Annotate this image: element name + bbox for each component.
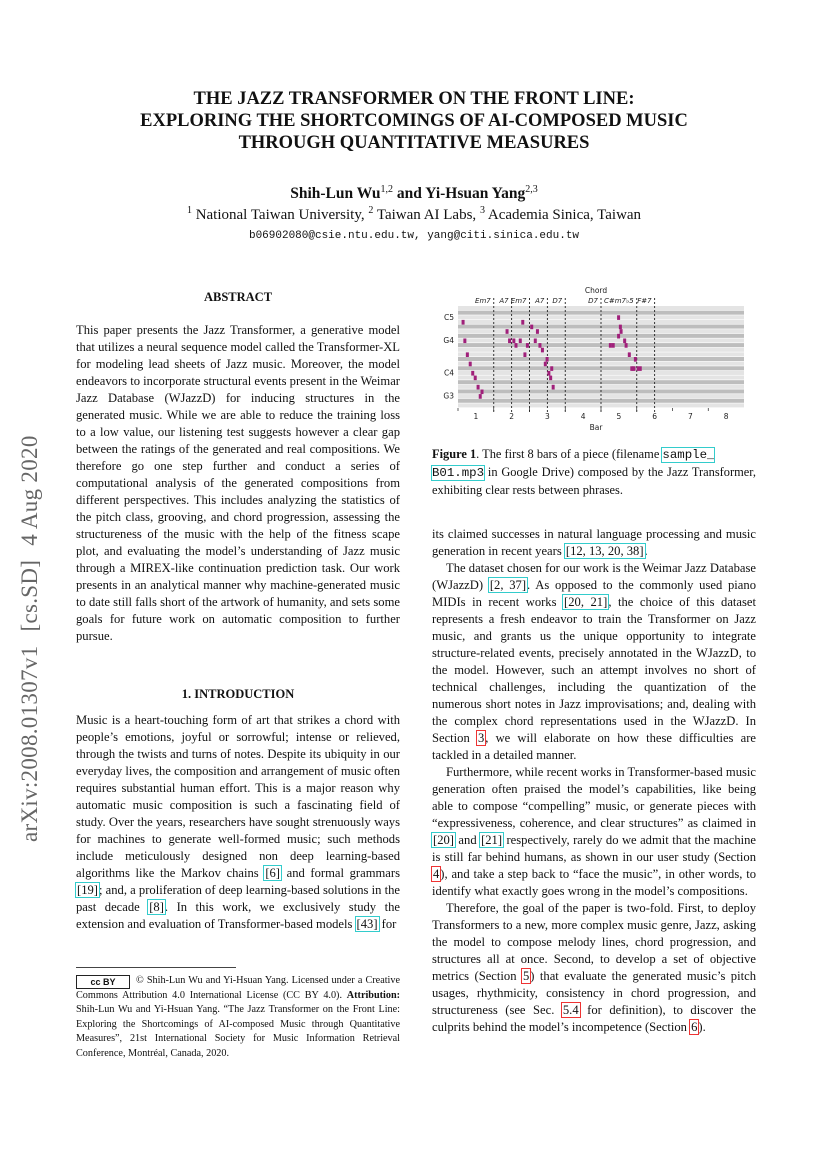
figure-1-pianoroll bbox=[428, 284, 758, 434]
affiliations bbox=[80, 205, 748, 224]
caption-label: Figure 1 bbox=[432, 447, 477, 461]
citation-link[interactable]: [20, 21] bbox=[564, 595, 608, 609]
chord-label: D7 bbox=[588, 297, 598, 305]
arxiv-date: 4 Aug 2020 bbox=[17, 435, 42, 546]
note bbox=[530, 325, 533, 330]
chord-label: C#m7♭5 bbox=[603, 297, 634, 305]
intro-body bbox=[76, 712, 400, 933]
body-text: Furthermore, while recent works in Transformer-based music generation often praised the model’s capabilities, like being able to compose “compelling” music, or generate pieces with “expressiveness, coherence, and clear structures” as claimed in bbox=[432, 765, 756, 830]
chord-label: F#7 bbox=[637, 297, 652, 305]
abstract-text: This paper presents the Jazz Transformer, a generative model that utilizes a neural sequence model called the Transformer-XL for modeling lead sheets of Jazz music. Moreover, the model endeavors to incorporate structural events present in the Weimar Jazz Database (WJazzD) for inducing structures in the generated music. While we are able to reduce the training loss to a low value, our listening test suggests however a clear gap between the ratings of the generated and real compositions. We therefore go one step further and conduct a series of computational analysis of the generated compositions from different perspectives. This includes analyzing the statistics of the pitch class, grooving, and chord progression, assessing the structureness of the music with the help of the fitness scape plot, and evaluating the model’s understanding of Jazz music through a MIREX-like continuation prediction task. Our work presents in an analytical manner why machine-generated music to date still falls short of the artwork of humanity, and sets some goals for future work on automatic composition to further pursue. bbox=[76, 323, 400, 643]
citation-link[interactable]: [6] bbox=[265, 866, 280, 880]
section-link[interactable]: 4 bbox=[433, 867, 440, 881]
license-note bbox=[76, 974, 400, 1061]
body-text: ), and take a step back to “face the music”, in other words, to identify what exactly goes wrong in the model’s compositions. bbox=[432, 867, 756, 898]
body-text: ). bbox=[698, 1020, 706, 1034]
bar-number: 2 bbox=[509, 412, 515, 421]
author-name: Shih-Lun Wu bbox=[290, 185, 381, 203]
note bbox=[617, 315, 620, 320]
note bbox=[547, 371, 550, 376]
title-line: EXPLORING THE SHORTCOMINGS OF AI-COMPOSED MUSIC bbox=[140, 111, 688, 131]
note bbox=[549, 376, 552, 381]
note bbox=[481, 389, 484, 394]
bar-number: 3 bbox=[544, 412, 550, 421]
affil-name: Taiwan AI Labs, bbox=[373, 207, 480, 223]
paper-title bbox=[80, 88, 748, 154]
authors bbox=[80, 184, 748, 203]
x-axis-label: Bar bbox=[589, 423, 603, 432]
title-line: THROUGH QUANTITATIVE MEASURES bbox=[238, 133, 590, 153]
body-text: . bbox=[644, 544, 648, 558]
citation-link[interactable]: [43] bbox=[356, 917, 378, 931]
section-link[interactable]: 5 bbox=[522, 969, 530, 983]
pitch-label: G4 bbox=[443, 336, 454, 346]
affil-mark: 2 bbox=[368, 205, 374, 216]
intro-text: Music is a heart-touching form of art that strikes a chord with people’s emotions, joyful or sorrowful; intense or relieved, through the twists and turns of notes. Despite its ubiquity in our everyday lives, the composition and arrangement of music often requires substantial human effort. This is a major reason why automatic music composition is such a fascinating field of study. Over the years, researchers have sought strenuously ways for machines to generate well-formed music; such methods include meticulously designed non deep learning-based algorithms like the Markov chains bbox=[76, 713, 400, 880]
author-emails: b06902080@csie.ntu.edu.tw, yang@citi.sinica.edu.tw bbox=[248, 230, 580, 242]
bar-number: 4 bbox=[580, 412, 586, 421]
note bbox=[519, 338, 522, 343]
body-text: , we will elaborate on how these difficulties are tackled in a detailed manner. bbox=[432, 731, 756, 762]
note bbox=[526, 343, 529, 348]
pianoroll-rows bbox=[458, 306, 744, 407]
note bbox=[506, 329, 509, 334]
intro-text: ; and, a proliferation of deep learning-based solutions in the past decade bbox=[76, 883, 400, 914]
note bbox=[514, 343, 517, 348]
pitch-labels bbox=[443, 313, 454, 401]
body-text: respectively, rarely do we admit that the machine is still far behind humans, as shown in our user study (Section bbox=[432, 833, 757, 864]
abstract-heading: ABSTRACT bbox=[203, 290, 273, 304]
citation-link[interactable]: [21] bbox=[481, 833, 503, 847]
author-affil-mark: 1,2 bbox=[380, 184, 394, 195]
note bbox=[544, 362, 547, 367]
note bbox=[546, 357, 549, 362]
bar-number: 7 bbox=[687, 412, 693, 421]
body-text: for definition), to discover the culprits behind the model’s incompetence (Section bbox=[432, 1003, 756, 1034]
title-line: THE JAZZ TRANSFORMER ON THE FRONT LINE: bbox=[193, 89, 635, 109]
arxiv-id: arXiv:2008.01307v1 bbox=[17, 645, 42, 842]
note bbox=[612, 343, 615, 348]
citation-link[interactable]: [12, 13, 20, 38] bbox=[565, 544, 644, 558]
body-text: its claimed successes in natural language processing and music generation in recent years bbox=[432, 527, 756, 558]
note bbox=[477, 385, 480, 390]
note bbox=[469, 362, 472, 367]
note bbox=[632, 366, 635, 371]
cc-by-badge[interactable]: cc BY bbox=[76, 975, 130, 989]
note bbox=[479, 394, 482, 399]
note bbox=[471, 371, 474, 376]
chord-label: Em7 bbox=[510, 297, 527, 305]
note bbox=[619, 325, 622, 330]
body-text: , the choice of this dataset represents a fresh endeavor to train the Transformer on Jazz music, and grants us the unique opportunity to integrate structure-related events, precisely annotated in the WJazzD, to the model. However, such an attempt involves no short of technical challenges, including the quantization of the numerous short notes in Jazz improvisations; and, dealing with the complex chord representations used in the WJazzD. In Section bbox=[432, 595, 757, 745]
author-conjunction: and bbox=[393, 185, 426, 203]
affil-name: National Taiwan University, bbox=[191, 207, 369, 223]
bar-number: 8 bbox=[723, 412, 729, 421]
note bbox=[538, 343, 541, 348]
note bbox=[628, 352, 631, 357]
footnote-rule bbox=[76, 967, 236, 968]
bar-numbers bbox=[458, 408, 729, 421]
note bbox=[552, 385, 555, 390]
bar-number: 6 bbox=[652, 412, 658, 421]
section-link[interactable]: 5.4 bbox=[562, 1003, 579, 1017]
file-link[interactable]: sample_ bbox=[662, 448, 715, 462]
caption-text: . The first 8 bars of a piece (filename bbox=[476, 447, 663, 461]
bar-number: 1 bbox=[473, 412, 479, 421]
license-text: © Shih-Lun Wu and Yi-Hsuan Yang. Licensed under a Creative Commons Attribution 4.0 International License (CC BY 4.0). bbox=[76, 975, 400, 1001]
section-link[interactable]: 3 bbox=[477, 731, 485, 745]
chord-label: Em7 bbox=[475, 297, 491, 305]
intro-heading: 1. INTRODUCTION bbox=[181, 687, 295, 701]
note bbox=[512, 338, 515, 343]
citation-link[interactable]: [8] bbox=[149, 900, 164, 914]
arxiv-category: [cs.SD] bbox=[17, 559, 42, 632]
section-link[interactable]: 6 bbox=[691, 1020, 698, 1034]
note bbox=[521, 320, 524, 325]
note bbox=[523, 352, 526, 357]
caption-text: in Google Drive) composed by the Jazz Transformer, exhibiting clear rests between phrases. bbox=[432, 465, 756, 497]
pitch-label: G3 bbox=[443, 391, 454, 401]
affil-mark: 3 bbox=[479, 205, 485, 216]
body-text: The dataset chosen for our work is the Weimar Jazz Database (WJazzD) bbox=[432, 561, 756, 592]
chord-label: A7 bbox=[499, 297, 509, 305]
note bbox=[623, 338, 626, 343]
body-text: ) that evaluate the generated music’s pitch usages, rhythmicity, consistency in chord progression, and structureness (see Sec. bbox=[432, 969, 756, 1017]
citation-link[interactable]: [2, 37] bbox=[489, 578, 527, 592]
pitch-label: C4 bbox=[443, 368, 454, 378]
attribution-text: Shih-Lun Wu and Yi-Hsuan Yang. “The Jazz Transformer on the Front Line: Exploring the Shortcomings of AI-composed Music through Quantitative Measures”, 21st International Society for Music Information Retrieval Conference, Montréal, Canada, 2020. bbox=[76, 1004, 400, 1059]
body-text: . As opposed to the commonly used piano MIDIs in recent works bbox=[432, 578, 756, 609]
right-column-body bbox=[432, 526, 756, 1036]
note bbox=[609, 343, 612, 348]
chord-labels bbox=[475, 297, 652, 305]
chart-title: Chord bbox=[584, 286, 608, 295]
note bbox=[625, 343, 628, 348]
author-affil-mark: 2,3 bbox=[525, 184, 538, 195]
intro-text: for bbox=[378, 917, 397, 931]
note bbox=[536, 329, 539, 334]
note bbox=[508, 338, 511, 343]
attribution-label: Attribution: bbox=[346, 990, 400, 1001]
body-text: and bbox=[454, 833, 481, 847]
note bbox=[620, 329, 623, 334]
intro-text: and formal grammars bbox=[281, 866, 400, 880]
author-name: Yi-Hsuan Yang bbox=[425, 185, 526, 203]
body-text: Therefore, the goal of the paper is two-fold. First, to deploy Transformers to a new, more complex music genre, Jazz, asking the model to compose melody lines, chord progression, and structures all at once. Second, to develop a set of objective metrics (Section bbox=[432, 901, 756, 983]
abstract-body bbox=[76, 322, 400, 645]
note bbox=[534, 338, 537, 343]
note bbox=[550, 366, 553, 371]
affil-name: Academia Sinica, Taiwan bbox=[484, 207, 642, 223]
citation-link[interactable]: [20] bbox=[433, 833, 454, 847]
note bbox=[466, 352, 469, 357]
file-link[interactable]: B01.mp3 bbox=[432, 466, 485, 480]
chord-label: A7 bbox=[535, 297, 545, 305]
affil-mark: 1 bbox=[186, 205, 192, 216]
note bbox=[463, 338, 466, 343]
figure-1-caption bbox=[432, 446, 756, 499]
note bbox=[462, 320, 465, 325]
note bbox=[634, 357, 637, 362]
intro-text: . In this work, we exclusively study the extension and evaluation of Transformer-based models bbox=[76, 900, 400, 931]
note bbox=[637, 366, 642, 371]
pitch-label: C5 bbox=[443, 312, 454, 322]
note bbox=[474, 376, 477, 381]
chord-label: D7 bbox=[552, 297, 563, 305]
citation-link[interactable]: [19] bbox=[77, 883, 98, 897]
arxiv-identifier bbox=[17, 427, 43, 842]
note bbox=[617, 334, 620, 339]
note bbox=[541, 348, 544, 353]
bar-number: 5 bbox=[616, 412, 622, 421]
